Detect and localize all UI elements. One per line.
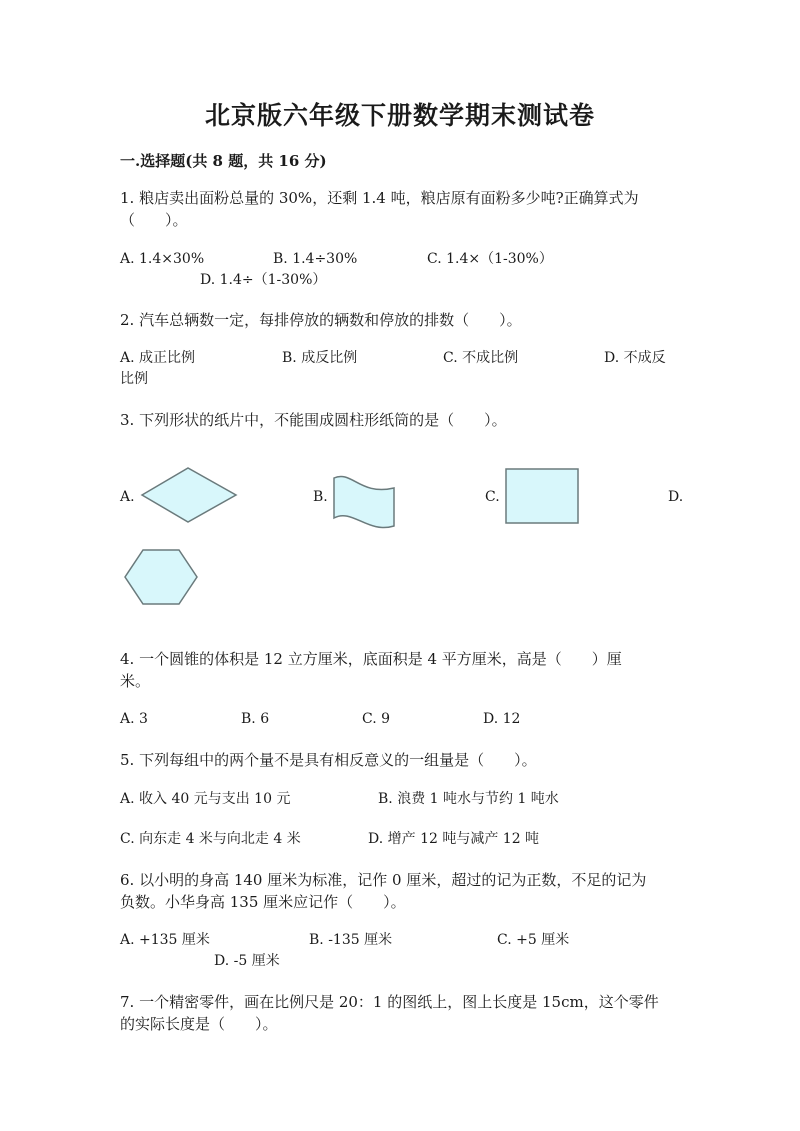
- question-3-option-c: C.: [485, 489, 500, 505]
- question-3-option-a: A.: [120, 489, 135, 505]
- question-5-option-d: D. 增产 12 吨与减产 12 吨: [368, 831, 540, 847]
- question-1-option-a: A. 1.4×30%: [120, 251, 205, 267]
- question-6-option-c: C. +5 厘米: [497, 932, 570, 948]
- question-4-line-1: 4. 一个圆锥的体积是 12 立方厘米，底面积是 4 平方厘米，高是（ ）厘: [120, 650, 622, 668]
- question-3-option-d: D.: [668, 489, 684, 505]
- question-2-option-b: B. 成反比例: [282, 350, 358, 366]
- section-heading: 一.选择题(共 8 题，共 16 分): [120, 152, 327, 170]
- question-1-option-d: D. 1.4÷（1-30%）: [200, 272, 327, 288]
- question-7-line-1: 7. 一个精密零件，画在比例尺是 20：1 的图纸上，图上长度是 15cm，这个零件: [120, 993, 659, 1011]
- question-2-option-d: D. 不成反: [604, 350, 666, 366]
- question-5-line-1: 5. 下列每组中的两个量不是具有相反意义的一组量是（ ）。: [120, 751, 537, 769]
- question-4-line-2: 米。: [120, 672, 151, 690]
- question-6-option-a: A. +135 厘米: [120, 932, 210, 948]
- question-2-option-c: C. 不成比例: [443, 350, 519, 366]
- question-1-option-b: B. 1.4÷30%: [273, 251, 358, 267]
- hexagon-shape: [123, 548, 201, 608]
- question-5-option-b: B. 浪费 1 吨水与节约 1 吨水: [378, 791, 559, 807]
- rhombus-shape: [140, 466, 240, 524]
- question-5-option-c: C. 向东走 4 米与向北走 4 米: [120, 831, 301, 847]
- question-4-option-a: A. 3: [120, 711, 148, 727]
- question-1-option-c: C. 1.4×（1-30%）: [427, 251, 553, 267]
- question-6-option-d: D. -5 厘米: [214, 953, 280, 969]
- question-3-option-b: B.: [313, 489, 328, 505]
- question-5-option-a: A. 收入 40 元与支出 10 元: [120, 791, 291, 807]
- question-4-option-d: D. 12: [483, 711, 521, 727]
- question-1-line-2: （ ）。: [120, 211, 188, 229]
- question-1-line-1: 1. 粮店卖出面粉总量的 30%，还剩 1.4 吨，粮店原有面粉多少吨?正确算式为: [120, 189, 639, 207]
- wave-rectangle-shape: [332, 474, 398, 536]
- question-2-option-d-wrap: 比例: [120, 371, 148, 387]
- question-7-line-2: 的实际长度是（ ）。: [120, 1015, 278, 1033]
- page-title: 北京版六年级下册数学期末测试卷: [204, 101, 595, 130]
- question-6-option-b: B. -135 厘米: [309, 932, 393, 948]
- question-6-line-2: 负数。小华身高 135 厘米应记作（ ）。: [120, 893, 406, 911]
- question-2-option-a: A. 成正比例: [120, 350, 196, 366]
- question-3-line-1: 3. 下列形状的纸片中，不能围成圆柱形纸筒的是（ ）。: [120, 411, 507, 429]
- question-2-line-1: 2. 汽车总辆数一定，每排停放的辆数和停放的排数（ ）。: [120, 311, 522, 329]
- question-4-option-c: C. 9: [362, 711, 391, 727]
- question-6-line-1: 6. 以小明的身高 140 厘米为标准，记作 0 厘米，超过的记为正数，不足的记为: [120, 871, 647, 889]
- question-4-option-b: B. 6: [241, 711, 270, 727]
- rectangle-shape: [505, 468, 581, 526]
